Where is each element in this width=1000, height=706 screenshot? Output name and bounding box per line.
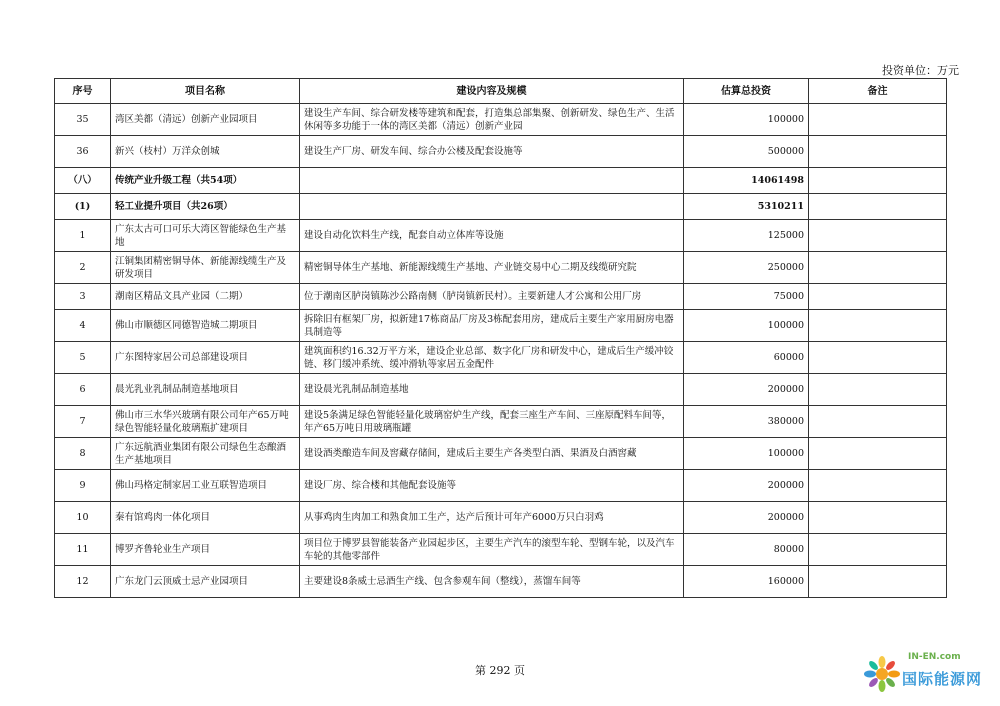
cell-content: 建筑面积约16.32万平方米，建设企业总部、数字化厂房和研发中心，建成后生产缓冲铰链、移门缓冲系统、缓冲滑轨等家居五金配件 — [300, 342, 684, 374]
cell-remark — [809, 470, 947, 502]
cell-amount: 100000 — [684, 438, 809, 470]
cell-remark — [809, 534, 947, 566]
table-row — [55, 374, 947, 406]
cell-remark — [809, 342, 947, 374]
table-row — [55, 194, 947, 220]
table-row — [55, 104, 947, 136]
table-row — [55, 342, 947, 374]
cell-name: 轻工业提升项目（共26项） — [111, 194, 300, 220]
watermark-site: IN-EN.com — [908, 652, 961, 662]
cell-no: 4 — [55, 310, 111, 342]
project-table — [54, 78, 947, 598]
cell-no: 35 — [55, 104, 111, 136]
header-no: 序号 — [55, 79, 111, 104]
cell-content: 项目位于博罗县智能装备产业园起步区，主要生产汽车的滚型车轮、型钢车轮，以及汽车车轮的其他零部件 — [300, 534, 684, 566]
cell-content: 建设酒类酿造车间及窖藏存储间，建成后主要生产各类型白酒、果酒及白酒窖藏 — [300, 438, 684, 470]
cell-no: （八） — [55, 168, 111, 194]
table-row — [55, 534, 947, 566]
cell-remark — [809, 566, 947, 598]
cell-name: 佛山市顺德区同德智造城二期项目 — [111, 310, 300, 342]
table-row — [55, 168, 947, 194]
cell-name: 江铜集团精密铜导体、新能源线缆生产及研发项目 — [111, 252, 300, 284]
cell-amount: 75000 — [684, 284, 809, 310]
cell-no: 2 — [55, 252, 111, 284]
cell-remark — [809, 502, 947, 534]
watermark-name: 国际能源网 — [902, 670, 983, 688]
table-row — [55, 136, 947, 168]
cell-name: 传统产业升级工程（共54项） — [111, 168, 300, 194]
cell-no: 36 — [55, 136, 111, 168]
cell-amount: 200000 — [684, 374, 809, 406]
cell-amount: 160000 — [684, 566, 809, 598]
cell-content: 从事鸡肉生肉加工和熟食加工生产，达产后预计可年产6000万只白羽鸡 — [300, 502, 684, 534]
cell-remark — [809, 194, 947, 220]
table-header-row — [55, 79, 947, 104]
header-content: 建设内容及规模 — [300, 79, 684, 104]
cell-name: 潮南区精品文具产业园（二期） — [111, 284, 300, 310]
cell-amount: 380000 — [684, 406, 809, 438]
cell-amount: 60000 — [684, 342, 809, 374]
cell-no: 5 — [55, 342, 111, 374]
table-row — [55, 220, 947, 252]
cell-remark — [809, 168, 947, 194]
cell-content: 拆除旧有框架厂房，拟新建17栋商品厂房及3栋配套用房，建成后主要生产家用厨房电器具制造等 — [300, 310, 684, 342]
cell-name: 广东太古可口可乐大湾区智能绿色生产基地 — [111, 220, 300, 252]
cell-amount: 5310211 — [684, 194, 809, 220]
table-row — [55, 502, 947, 534]
cell-name: 秦有馆鸡肉一体化项目 — [111, 502, 300, 534]
cell-name: 博罗齐鲁轮业生产项目 — [111, 534, 300, 566]
table-row — [55, 566, 947, 598]
table-row — [55, 252, 947, 284]
cell-no: 10 — [55, 502, 111, 534]
cell-content — [300, 168, 684, 194]
cell-no: 6 — [55, 374, 111, 406]
watermark-logo — [862, 650, 997, 704]
cell-no: 11 — [55, 534, 111, 566]
cell-name: 晨光乳业乳制品制造基地项目 — [111, 374, 300, 406]
table-row — [55, 470, 947, 502]
cell-content: 建设厂房、综合楼和其他配套设施等 — [300, 470, 684, 502]
cell-name: 湾区美都（清远）创新产业园项目 — [111, 104, 300, 136]
cell-no: 12 — [55, 566, 111, 598]
cell-amount: 200000 — [684, 502, 809, 534]
investment-unit-label: 投资单位：万元 — [882, 64, 959, 77]
cell-remark — [809, 284, 947, 310]
header-name: 项目名称 — [111, 79, 300, 104]
cell-name: 广东远航酒业集团有限公司绿色生态酿酒生产基地项目 — [111, 438, 300, 470]
cell-remark — [809, 406, 947, 438]
cell-content: 建设5条满足绿色智能轻量化玻璃窑炉生产线，配套三座生产车间、三座原配料车间等，年产65万吨日用玻璃瓶罐 — [300, 406, 684, 438]
cell-amount: 100000 — [684, 104, 809, 136]
table-row — [55, 406, 947, 438]
cell-amount: 100000 — [684, 310, 809, 342]
cell-name: 新兴（枝村）万洋众创城 — [111, 136, 300, 168]
cell-amount: 200000 — [684, 470, 809, 502]
cell-content: 建设生产车间、综合研发楼等建筑和配套，打造集总部集聚、创新研发、绿色生产、生活休闲等多功能于一体的湾区美都（清远）创新产业园 — [300, 104, 684, 136]
cell-content: 建设晨光乳制品制造基地 — [300, 374, 684, 406]
cell-content: 精密铜导体生产基地、新能源线缆生产基地、产业链交易中心二期及线缆研究院 — [300, 252, 684, 284]
table-row — [55, 310, 947, 342]
cell-name: 广东图特家居公司总部建设项目 — [111, 342, 300, 374]
cell-content: 主要建设8条威士忌酒生产线、包含参观车间（整线），蒸馏车间等 — [300, 566, 684, 598]
cell-remark — [809, 310, 947, 342]
header-amount: 估算总投资 — [684, 79, 809, 104]
cell-amount: 125000 — [684, 220, 809, 252]
cell-remark — [809, 438, 947, 470]
cell-amount: 14061498 — [684, 168, 809, 194]
header-remark: 备注 — [809, 79, 947, 104]
cell-content: 位于潮南区胪岗镇陈沙公路南侧（胪岗镇新民村）。主要新建人才公寓和公用厂房 — [300, 284, 684, 310]
table-row — [55, 438, 947, 470]
cell-remark — [809, 374, 947, 406]
cell-name: 佛山市三水华兴玻璃有限公司年产65万吨绿色智能轻量化玻璃瓶扩建项目 — [111, 406, 300, 438]
table-body — [55, 104, 947, 598]
cell-name: 佛山玛格定制家居工业互联智造项目 — [111, 470, 300, 502]
page-number: 第 292 页 — [475, 664, 525, 677]
cell-amount: 500000 — [684, 136, 809, 168]
sun-flower-icon — [862, 654, 902, 694]
cell-no: 1 — [55, 220, 111, 252]
cell-no: (1) — [55, 194, 111, 220]
cell-amount: 250000 — [684, 252, 809, 284]
cell-content: 建设生产厂房、研发车间、综合办公楼及配套设施等 — [300, 136, 684, 168]
cell-no: 3 — [55, 284, 111, 310]
cell-amount: 80000 — [684, 534, 809, 566]
cell-content — [300, 194, 684, 220]
cell-remark — [809, 220, 947, 252]
cell-remark — [809, 104, 947, 136]
table-row — [55, 284, 947, 310]
cell-content: 建设自动化饮料生产线，配套自动立体库等设施 — [300, 220, 684, 252]
cell-name: 广东龙门云顶威士忌产业园项目 — [111, 566, 300, 598]
cell-no: 9 — [55, 470, 111, 502]
cell-no: 8 — [55, 438, 111, 470]
cell-remark — [809, 136, 947, 168]
cell-no: 7 — [55, 406, 111, 438]
cell-remark — [809, 252, 947, 284]
